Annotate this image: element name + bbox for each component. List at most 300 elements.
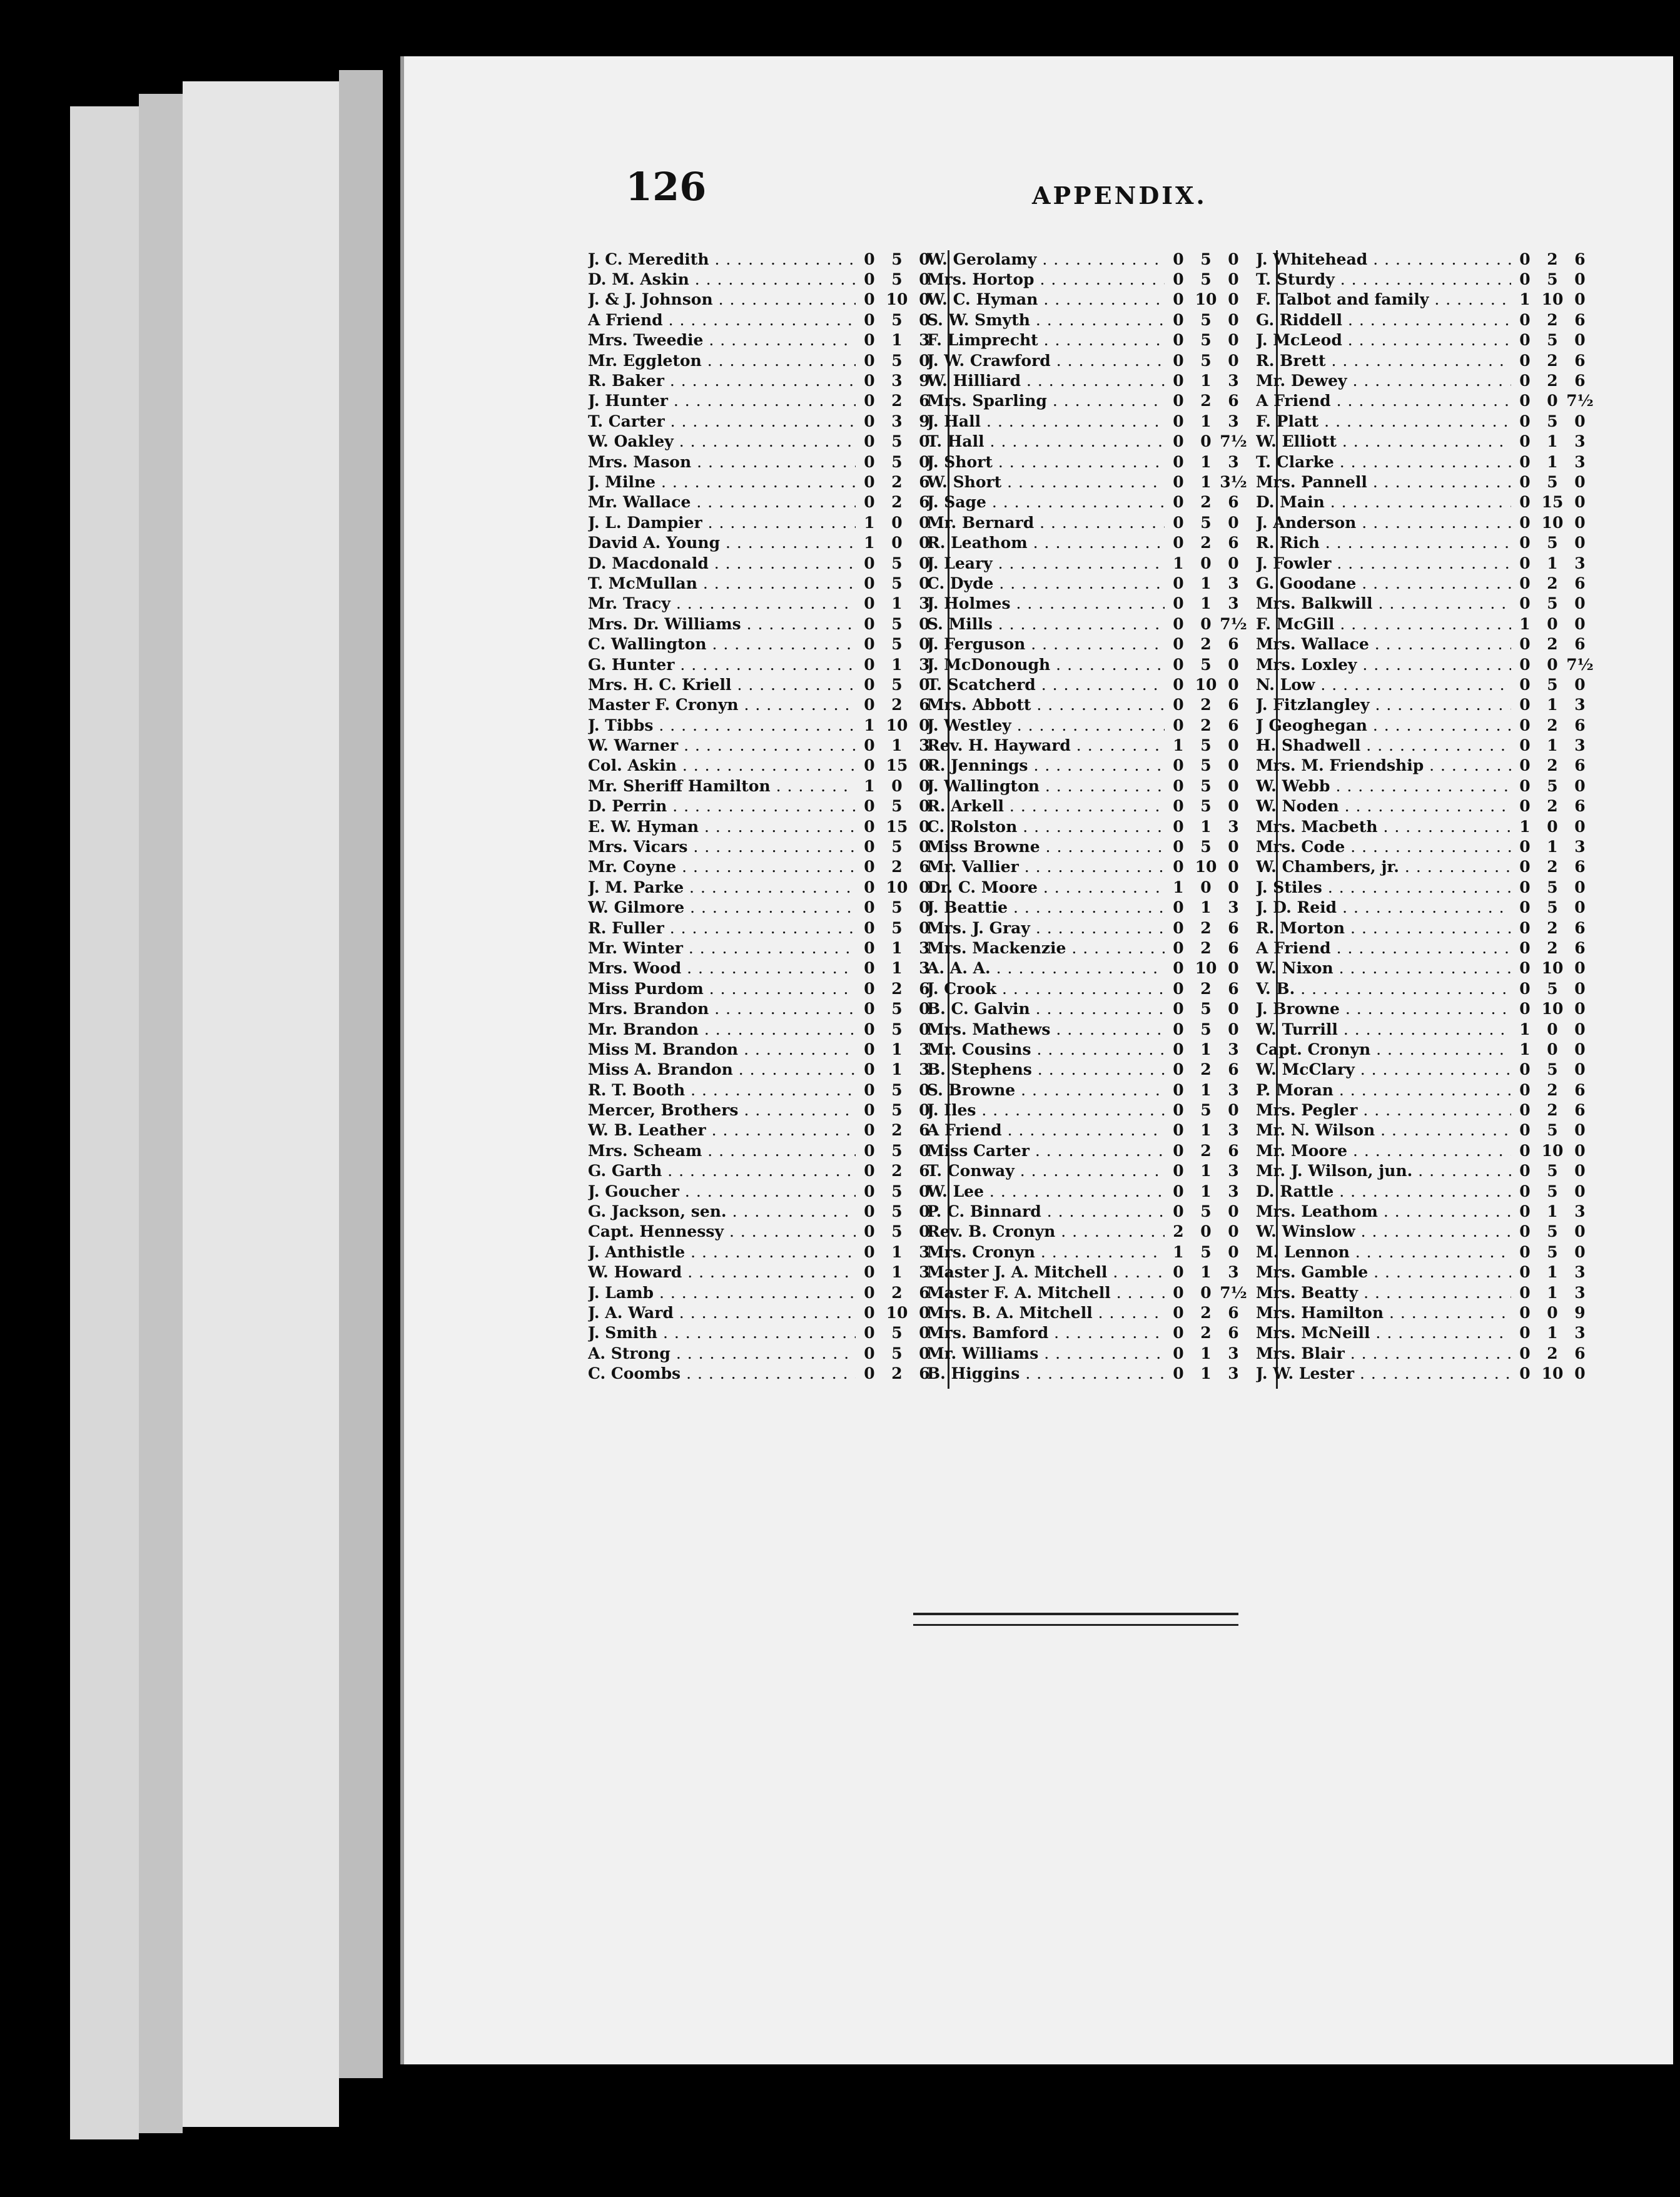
list-item <box>1256 998 1594 1018</box>
amount-shillings: 10 <box>886 716 908 734</box>
amount-pounds: 1 <box>1519 817 1531 836</box>
amount-pounds: 0 <box>1173 959 1184 978</box>
amount-shillings: 1 <box>1547 1283 1558 1302</box>
list-item <box>1256 756 1594 776</box>
amount-shillings: 5 <box>1547 675 1558 694</box>
amount-pounds: 0 <box>864 756 875 775</box>
amount-pence: 6 <box>1228 1304 1239 1322</box>
list-item <box>927 594 1247 614</box>
subscriber-name: Mrs. Scheam . . . <box>588 1142 856 1160</box>
amount-pounds: 0 <box>1173 310 1184 329</box>
amount-pounds: 0 <box>864 655 875 674</box>
amount-pence: 0 <box>1228 1242 1239 1261</box>
amount-pence: 0 <box>919 817 930 836</box>
amount-shillings: 0 <box>1200 614 1212 633</box>
list-item <box>1256 1080 1594 1100</box>
subscriber-name: Mr. Winter . . . <box>588 939 856 957</box>
amount-shillings: 5 <box>891 898 903 917</box>
amount-shillings: 10 <box>1541 959 1564 978</box>
list-item <box>1256 452 1594 472</box>
amount-pounds: 0 <box>864 918 875 937</box>
amount-pence: 6 <box>1574 310 1586 329</box>
amount-pounds: 0 <box>864 898 875 917</box>
amount-pounds: 0 <box>1173 756 1184 775</box>
amount-shillings: 5 <box>891 1222 903 1241</box>
amount-pence: 3 <box>1228 412 1239 430</box>
amount-pounds: 0 <box>1519 1000 1531 1018</box>
list-item <box>588 1222 938 1242</box>
amount-pounds: 0 <box>1173 1324 1184 1342</box>
amount-pounds: 0 <box>1519 756 1531 775</box>
subscriber-name: J. Iles . . . <box>927 1101 1165 1119</box>
subscriber-name: G. Goodane . . . <box>1256 574 1511 592</box>
subscription-column-1 <box>588 249 938 1384</box>
amount-pounds: 0 <box>1519 1283 1531 1302</box>
amount-pence: 0 <box>1574 817 1586 836</box>
subscriber-name: C. Dyde . . . <box>927 574 1165 592</box>
subscriber-name: Mrs. McNeill . . . <box>1256 1324 1511 1342</box>
list-item <box>1256 674 1594 694</box>
list-item <box>1256 735 1594 755</box>
amount-shillings: 2 <box>891 696 903 714</box>
amount-pounds: 0 <box>1519 1222 1531 1241</box>
subscriber-name: V. B. . . . <box>1256 980 1511 998</box>
amount-pence: 6 <box>919 493 930 512</box>
list-item <box>1256 370 1594 390</box>
list-item <box>927 735 1247 755</box>
amount-pence: 6 <box>1574 756 1586 775</box>
amount-shillings: 10 <box>1541 1364 1564 1383</box>
list-item <box>927 796 1247 816</box>
amount-shillings: 5 <box>1200 351 1212 370</box>
subscriber-name: Master F. A. Mitchell . . . <box>927 1284 1165 1302</box>
amount-shillings: 2 <box>1547 1101 1558 1120</box>
subscriber-name: J. D. Reid . . . <box>1256 898 1511 916</box>
amount-pence: 3 <box>919 959 930 978</box>
amount-pence: 0 <box>1228 736 1239 755</box>
list-item <box>1256 1120 1594 1140</box>
list-item <box>1256 1302 1594 1322</box>
amount-pence: 6 <box>1574 351 1586 370</box>
amount-pounds: 0 <box>864 1060 875 1079</box>
amount-pence: 6 <box>1228 493 1239 512</box>
amount-pence: 3 <box>1574 1324 1586 1342</box>
subscriber-name: A Friend . . . <box>927 1121 1165 1139</box>
amount-shillings: 1 <box>1200 594 1212 613</box>
amount-pounds: 0 <box>1519 432 1531 451</box>
subscriber-name: W. Winslow . . . <box>1256 1222 1511 1241</box>
list-item <box>1256 634 1594 654</box>
amount-pounds: 0 <box>1173 372 1184 390</box>
amount-pence: 3 <box>919 1242 930 1261</box>
amount-pence: 0 <box>919 1202 930 1221</box>
list-item <box>588 594 938 614</box>
amount-pounds: 0 <box>1519 716 1531 734</box>
amount-pence: 0 <box>1228 331 1239 350</box>
list-item <box>1256 553 1594 573</box>
list-item <box>1256 1039 1594 1059</box>
amount-pence: 3 <box>1228 1121 1239 1140</box>
amount-shillings: 5 <box>891 1344 903 1362</box>
list-item <box>1256 796 1594 816</box>
list-item <box>588 1363 938 1383</box>
subscriber-name: Mrs. Mathews . . . <box>927 1020 1165 1038</box>
amount-pounds: 0 <box>864 1121 875 1140</box>
amount-pounds: 0 <box>1519 938 1531 957</box>
subscriber-name: Mrs. Wood . . . <box>588 959 856 977</box>
list-item <box>1256 573 1594 593</box>
amount-pounds: 0 <box>1173 513 1184 532</box>
amount-pounds: 0 <box>1173 493 1184 512</box>
amount-shillings: 10 <box>1541 1141 1564 1160</box>
amount-pounds: 2 <box>1173 1222 1184 1241</box>
amount-pence: 7½ <box>1566 392 1594 410</box>
list-item <box>588 432 938 452</box>
amount-pounds: 0 <box>864 938 875 957</box>
amount-pounds: 0 <box>1173 898 1184 917</box>
amount-pence: 0 <box>919 1344 930 1362</box>
amount-pounds: 0 <box>864 594 875 613</box>
amount-shillings: 0 <box>891 776 903 795</box>
list-item <box>1256 1060 1594 1080</box>
list-item <box>927 269 1247 289</box>
amount-pounds: 0 <box>1519 1121 1531 1140</box>
amount-pence: 9 <box>919 412 930 430</box>
amount-shillings: 5 <box>1547 534 1558 552</box>
amount-pence: 6 <box>919 858 930 876</box>
subscriber-name: J. Anthistle . . . <box>588 1243 856 1261</box>
subscriber-name: W. Gerolamy . . . <box>927 250 1165 268</box>
page-number: 126 <box>625 164 707 210</box>
amount-pence: 6 <box>919 696 930 714</box>
subscriber-name: Mr. Williams . . . <box>927 1344 1165 1362</box>
amount-pounds: 0 <box>864 675 875 694</box>
amount-pence: 6 <box>1574 250 1586 268</box>
amount-pence: 6 <box>1574 372 1586 390</box>
list-item <box>927 452 1247 472</box>
amount-shillings: 5 <box>1200 797 1212 816</box>
subscriber-name: Miss M. Brandon . . . <box>588 1040 856 1058</box>
amount-shillings: 5 <box>1547 878 1558 896</box>
list-item <box>927 1323 1247 1343</box>
list-item <box>927 898 1247 918</box>
subscriber-name: Mrs. Mason . . . <box>588 453 856 471</box>
subscriber-name: J. Fitzlangley . . . <box>1256 696 1511 714</box>
subscriber-name: Mercer, Brothers . . . <box>588 1101 856 1119</box>
amount-shillings: 5 <box>891 838 903 856</box>
list-item <box>927 432 1247 452</box>
list-item <box>1256 1363 1594 1383</box>
list-item <box>927 290 1247 310</box>
subscriber-name: F. Limprecht . . . <box>927 331 1165 349</box>
list-item <box>1256 836 1594 856</box>
subscriber-name: C. Rolston . . . <box>927 818 1165 836</box>
amount-shillings: 2 <box>1200 716 1212 734</box>
amount-shillings: 5 <box>1547 270 1558 289</box>
list-item <box>927 958 1247 978</box>
list-item <box>588 1080 938 1100</box>
subscriber-name: Rev. H. Hayward . . . <box>927 736 1165 754</box>
amount-pence: 6 <box>1574 1344 1586 1362</box>
amount-pounds: 0 <box>1173 1020 1184 1038</box>
amount-shillings: 5 <box>1200 756 1212 775</box>
list-item <box>588 776 938 796</box>
amount-pounds: 0 <box>864 614 875 633</box>
amount-pence: 0 <box>919 432 930 451</box>
amount-shillings: 2 <box>1547 250 1558 268</box>
subscriber-name: W. Short . . . <box>927 473 1165 491</box>
list-item <box>588 958 938 978</box>
amount-pounds: 0 <box>1519 1344 1531 1362</box>
amount-shillings: 5 <box>891 1020 903 1038</box>
list-item <box>588 1282 938 1302</box>
amount-pounds: 0 <box>1519 452 1531 471</box>
subscriber-name: W. McClary . . . <box>1256 1060 1511 1078</box>
amount-pence: 3 <box>1228 1080 1239 1099</box>
amount-shillings: 1 <box>1200 1364 1212 1383</box>
amount-shillings: 1 <box>1200 452 1212 471</box>
amount-pence: 7½ <box>1566 655 1594 674</box>
amount-pence: 0 <box>919 898 930 917</box>
amount-pence: 0 <box>1574 1141 1586 1160</box>
amount-shillings: 1 <box>1200 1344 1212 1362</box>
subscriber-name: Mr. Tracy . . . <box>588 594 856 612</box>
subscriber-name: B. Stephens . . . <box>927 1060 1165 1078</box>
amount-shillings: 1 <box>1200 1263 1212 1282</box>
list-item <box>927 816 1247 836</box>
list-item <box>588 330 938 350</box>
amount-pounds: 0 <box>864 1364 875 1383</box>
list-item <box>1256 1201 1594 1221</box>
amount-pence: 0 <box>919 1080 930 1099</box>
amount-pounds: 0 <box>1173 412 1184 430</box>
subscriber-name: W. Hilliard . . . <box>927 372 1165 390</box>
list-item <box>588 735 938 755</box>
subscriber-name: T. McMullan . . . <box>588 574 856 592</box>
amount-pence: 3 <box>919 1263 930 1282</box>
amount-shillings: 5 <box>891 554 903 572</box>
list-item <box>927 350 1247 370</box>
amount-pence: 7½ <box>1220 614 1247 633</box>
subscription-column-2 <box>927 249 1247 1384</box>
amount-shillings: 1 <box>891 1263 903 1282</box>
amount-pounds: 0 <box>864 270 875 289</box>
amount-shillings: 2 <box>891 493 903 512</box>
subscriber-name: J. Westley . . . <box>927 716 1165 734</box>
subscriber-name: J. W. Lester . . . <box>1256 1364 1511 1383</box>
amount-pence: 3 <box>919 1040 930 1058</box>
amount-pence: 0 <box>1574 898 1586 917</box>
subscriber-name: E. W. Hyman . . . <box>588 818 856 836</box>
subscriber-name: J. W. Crawford . . . <box>927 352 1165 370</box>
amount-pence: 3 <box>1574 1263 1586 1282</box>
amount-pounds: 1 <box>1519 1020 1531 1038</box>
subscriber-name: Mrs. Macbeth . . . <box>1256 818 1511 836</box>
amount-shillings: 10 <box>1195 858 1217 876</box>
subscriber-name: Mrs. Loxley . . . <box>1256 656 1511 674</box>
amount-pence: 0 <box>1574 776 1586 795</box>
amount-pounds: 0 <box>864 1263 875 1282</box>
subscriber-name: Mrs. Hamilton . . . <box>1256 1304 1511 1322</box>
amount-shillings: 2 <box>891 1162 903 1180</box>
amount-pounds: 0 <box>1173 918 1184 937</box>
subscriber-name: W. C. Hyman . . . <box>927 290 1165 308</box>
amount-shillings: 5 <box>891 1141 903 1160</box>
list-item <box>588 1201 938 1221</box>
amount-pence: 6 <box>919 392 930 410</box>
amount-shillings: 0 <box>1547 1020 1558 1038</box>
amount-shillings: 2 <box>891 1121 903 1140</box>
amount-pence: 0 <box>919 716 930 734</box>
list-item <box>1256 958 1594 978</box>
subscriber-name: A. Strong . . . <box>588 1344 856 1362</box>
list-item <box>927 411 1247 431</box>
amount-pence: 6 <box>919 1364 930 1383</box>
list-item <box>927 1080 1247 1100</box>
amount-pence: 0 <box>1574 331 1586 350</box>
amount-pounds: 0 <box>1173 635 1184 654</box>
amount-pounds: 0 <box>864 979 875 998</box>
subscriber-name: Mrs. Gamble . . . <box>1256 1263 1511 1281</box>
subscriber-name: W. Chambers, jr. . . . <box>1256 858 1511 876</box>
amount-shillings: 5 <box>1547 898 1558 917</box>
list-item <box>927 492 1247 512</box>
list-item <box>927 715 1247 735</box>
subscriber-name: J. Crook . . . <box>927 980 1165 998</box>
amount-shillings: 5 <box>1200 776 1212 795</box>
amount-shillings: 1 <box>891 1242 903 1261</box>
amount-pounds: 1 <box>1519 290 1531 309</box>
amount-shillings: 5 <box>891 574 903 592</box>
list-item <box>588 796 938 816</box>
amount-pence: 6 <box>919 472 930 491</box>
list-item <box>927 1120 1247 1140</box>
amount-pence: 3 <box>1228 898 1239 917</box>
amount-pence: 0 <box>919 1000 930 1018</box>
amount-pence: 0 <box>919 1182 930 1200</box>
amount-shillings: 1 <box>891 331 903 350</box>
list-item <box>1256 918 1594 938</box>
list-item <box>927 1019 1247 1039</box>
amount-pounds: 0 <box>1519 979 1531 998</box>
list-item <box>1256 695 1594 715</box>
amount-shillings: 2 <box>1547 797 1558 816</box>
amount-pounds: 0 <box>1519 838 1531 856</box>
amount-shillings: 2 <box>1200 1141 1212 1160</box>
list-item <box>1256 776 1594 796</box>
amount-pence: 0 <box>1574 270 1586 289</box>
amount-shillings: 1 <box>1200 1162 1212 1180</box>
amount-pence: 0 <box>1574 493 1586 512</box>
subscriber-name: Mrs. Balkwill . . . <box>1256 594 1511 612</box>
amount-pounds: 0 <box>864 372 875 390</box>
amount-pounds: 0 <box>1173 797 1184 816</box>
amount-pence: 0 <box>1574 1121 1586 1140</box>
subscriber-name: Mrs. Cronyn . . . <box>927 1243 1165 1261</box>
amount-pence: 0 <box>919 878 930 896</box>
amount-shillings: 5 <box>1200 250 1212 268</box>
amount-pence: 0 <box>1228 878 1239 896</box>
amount-pounds: 0 <box>1519 1141 1531 1160</box>
amount-pence: 3 <box>1228 1040 1239 1058</box>
amount-pence: 3 <box>919 331 930 350</box>
subscriber-name: J. & J. Johnson . . . <box>588 290 856 308</box>
amount-pounds: 0 <box>1519 472 1531 491</box>
amount-shillings: 5 <box>1547 594 1558 613</box>
amount-shillings: 5 <box>1200 838 1212 856</box>
amount-shillings: 5 <box>1200 270 1212 289</box>
subscriber-name: R. Baker . . . <box>588 372 856 390</box>
amount-pence: 0 <box>919 797 930 816</box>
amount-shillings: 1 <box>1547 452 1558 471</box>
list-item <box>1256 978 1594 998</box>
amount-pence: 0 <box>1574 614 1586 633</box>
amount-pence: 0 <box>1574 878 1586 896</box>
subscriber-name: Mr. Coyne . . . <box>588 858 856 876</box>
list-item <box>927 674 1247 694</box>
list-item <box>588 573 938 593</box>
list-item <box>1256 1019 1594 1039</box>
list-item <box>588 249 938 269</box>
subscriber-name: D. Perrin . . . <box>588 797 856 815</box>
subscriber-name: R. Rich . . . <box>1256 534 1511 552</box>
amount-pounds: 0 <box>1173 1060 1184 1079</box>
subscriber-name: Mrs. Blair . . . <box>1256 1344 1511 1362</box>
amount-pence: 0 <box>1228 675 1239 694</box>
amount-shillings: 2 <box>1200 1324 1212 1342</box>
amount-shillings: 5 <box>891 614 903 633</box>
amount-pence: 6 <box>1574 574 1586 592</box>
amount-pence: 6 <box>1574 858 1586 876</box>
amount-shillings: 1 <box>1200 372 1212 390</box>
amount-pence: 0 <box>919 1141 930 1160</box>
amount-pounds: 0 <box>864 493 875 512</box>
amount-pence: 0 <box>1228 858 1239 876</box>
amount-shillings: 5 <box>891 1182 903 1200</box>
subscriber-name: W. Howard . . . <box>588 1263 856 1281</box>
list-item <box>1256 391 1594 411</box>
amount-pence: 0 <box>1574 1242 1586 1261</box>
amount-pounds: 0 <box>1519 574 1531 592</box>
subscriber-name: Mrs. Code . . . <box>1256 838 1511 856</box>
list-item <box>588 898 938 918</box>
list-item <box>588 1302 938 1322</box>
list-item <box>588 391 938 411</box>
amount-pounds: 0 <box>864 1202 875 1221</box>
amount-pounds: 0 <box>1519 1162 1531 1180</box>
amount-pounds: 0 <box>864 351 875 370</box>
amount-pence: 0 <box>1228 290 1239 309</box>
list-item <box>927 573 1247 593</box>
subscriber-name: J. Lamb . . . <box>588 1284 856 1302</box>
amount-shillings: 2 <box>1547 716 1558 734</box>
subscriber-name: Master J. A. Mitchell . . . <box>927 1263 1165 1281</box>
list-item <box>588 816 938 836</box>
amount-shillings: 5 <box>1200 1000 1212 1018</box>
list-item <box>927 1140 1247 1160</box>
amount-pounds: 0 <box>1519 270 1531 289</box>
list-item <box>1256 614 1594 634</box>
amount-pounds: 0 <box>1519 1202 1531 1221</box>
amount-shillings: 1 <box>1547 696 1558 714</box>
subscriber-name: Mrs. B. A. Mitchell . . . <box>927 1304 1165 1322</box>
amount-shillings: 5 <box>891 918 903 937</box>
amount-pounds: 0 <box>864 310 875 329</box>
amount-shillings: 0 <box>1200 1222 1212 1241</box>
amount-pounds: 0 <box>864 412 875 430</box>
amount-pence: 0 <box>1228 310 1239 329</box>
amount-shillings: 0 <box>1547 817 1558 836</box>
